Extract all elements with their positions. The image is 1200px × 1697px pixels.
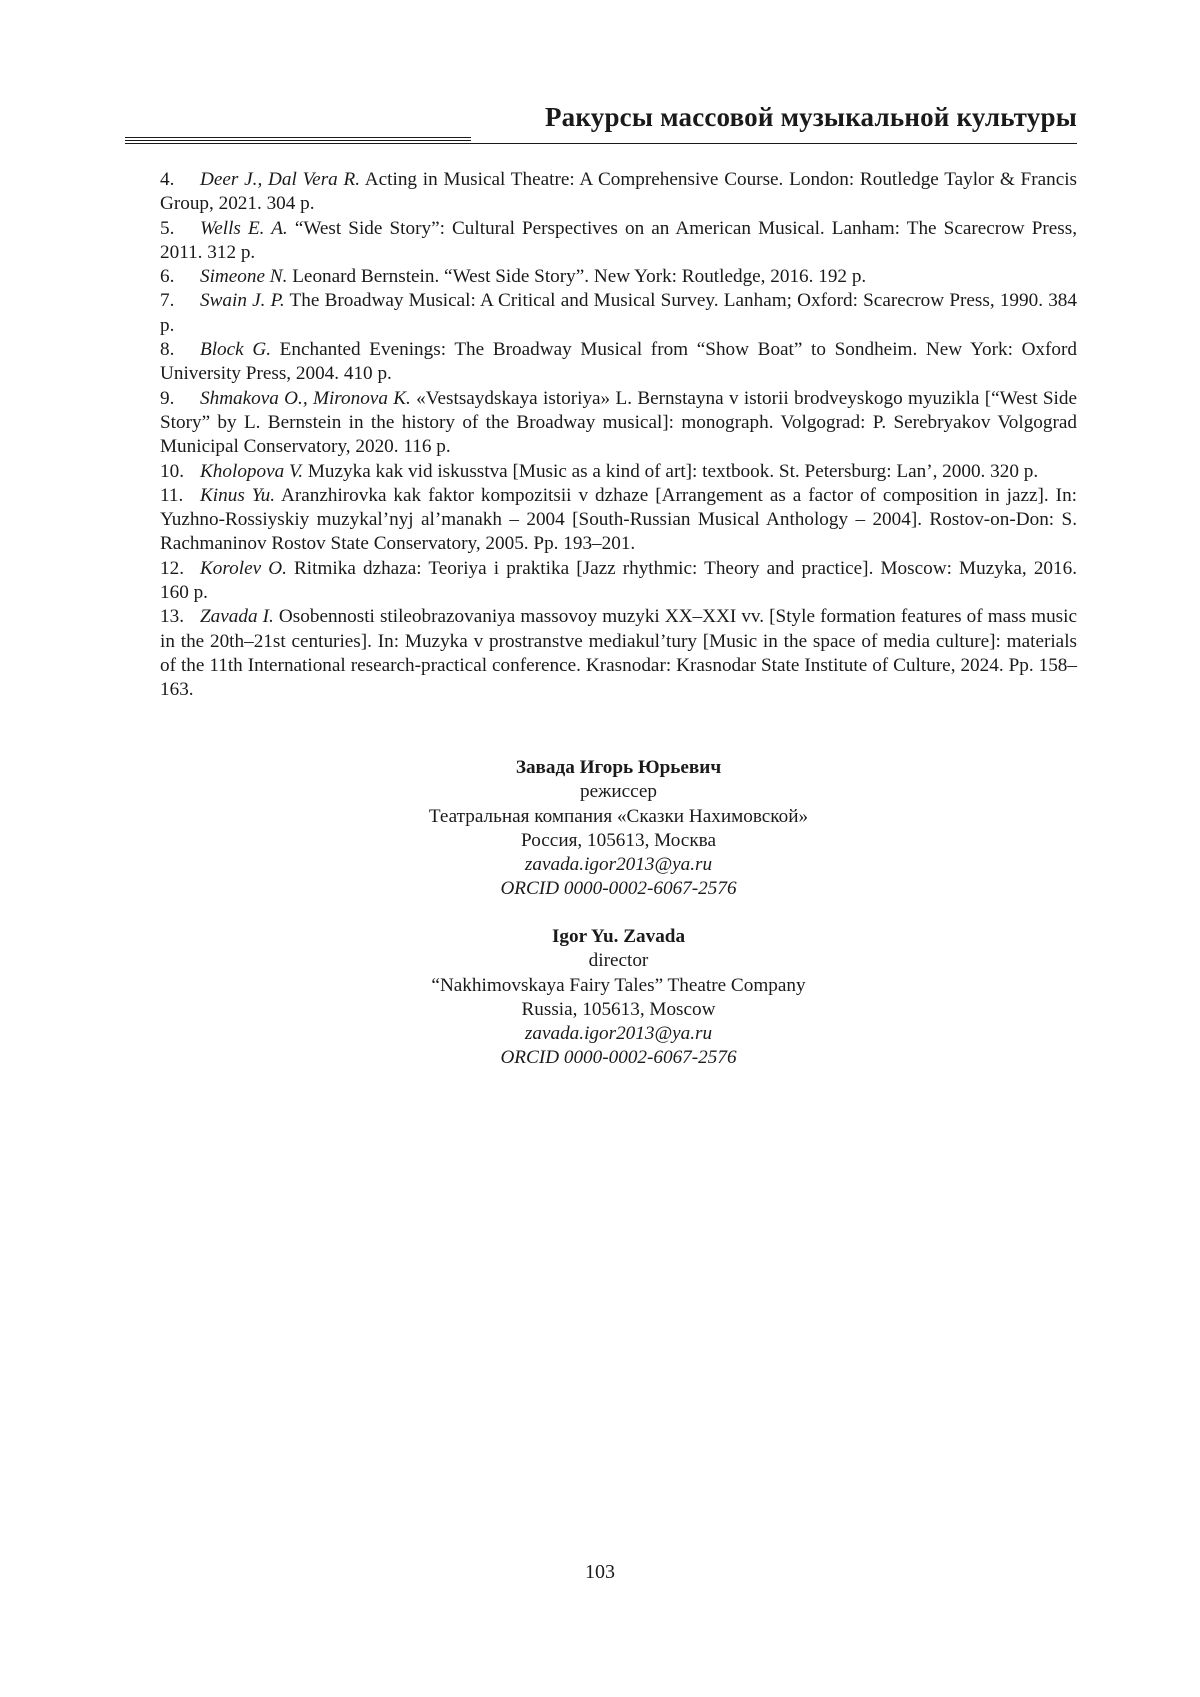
- reference-text: Leonard Bernstein. “West Side Story”. New York: Routledge, 2016. 192 p.: [287, 266, 867, 288]
- author-address-en: Russia, 105613, Moscow: [521, 998, 716, 1020]
- reference-number: 10.: [160, 460, 184, 482]
- page-number: 103: [585, 1561, 615, 1583]
- author-organization-ru: Театральная компания «Сказки Нахимовской»: [428, 805, 809, 827]
- author-email-ru: zavada.igor2013@ya.ru: [524, 854, 713, 876]
- reference-text: The Broadway Musical: A Critical and Musical Survey. Lanham; Oxford: Scarecrow Press, 1990. 384 p.: [160, 290, 1077, 336]
- header-rule-accent-2: [125, 140, 471, 141]
- reference-author: Wells E. A.: [200, 217, 288, 239]
- reference-text: “West Side Story”: Cultural Perspectives on an American Musical. Lanham: The Scarecrow Press, 2011. 312 p.: [160, 217, 1078, 263]
- reference-number: 5.: [160, 217, 175, 239]
- reference-author: Kholopova V.: [200, 460, 304, 482]
- reference-text: Aranzhirovka kak faktor kompozitsii v dzhaze [Arrangement as a factor of composition in jazz]. In: Yuzhno-Rossiyskiy muzykal’nyj al’manakh – 2004 [South-Russian Musical Anthology – 2004]. Rostov-on-Don: S. Rachmaninov Rostov State Conservatory, 2005. Pp. 193–201.: [160, 484, 1077, 555]
- reference-text: Acting in Musical Theatre: A Comprehensive Course. London: Routledge Taylor & Francis Group, 2021. 304 p.: [160, 169, 1078, 215]
- header-rule-accent-1: [125, 137, 471, 138]
- reference-text: Enchanted Evenings: The Broadway Musical from “Show Boat” to Sondheim. New York: Oxford University Press, 2004. 410 p.: [160, 339, 1077, 385]
- author-orcid-en: ORCID 0000-0002-6067-2576: [500, 1047, 737, 1069]
- reference-item: [160, 557, 1077, 606]
- reference-item: [160, 605, 1077, 702]
- reference-number: 4.: [160, 169, 175, 190]
- reference-number: 6.: [160, 266, 175, 288]
- running-header-title: Ракурсы массовой музыкальной культуры: [544, 102, 1077, 132]
- reference-list: [160, 168, 1077, 703]
- author-orcid-ru: ORCID 0000-0002-6067-2576: [500, 878, 737, 900]
- author-position-ru: режиссер: [579, 781, 657, 803]
- reference-author: Zavada I.: [200, 606, 274, 628]
- reference-item: [160, 387, 1077, 460]
- reference-item: [160, 460, 1077, 484]
- reference-text: Osobennosti stileobrazovaniya massovoy muzyki XX–XXI vv. [Style formation features of mass music in the 20th–21st centuries]. In: Muzyka v prostranstve mediakul’tury [Music in the space of media culture]: materials of the 11th International research-practical conference. Krasnodar: Krasnodar State Institute of Culture, 2024. Pp. 158–163.: [160, 606, 1078, 701]
- reference-author: Block G.: [200, 339, 271, 361]
- reference-author: Shmakova O., Mironova K.: [200, 387, 411, 409]
- reference-author: Swain J. P.: [200, 290, 285, 312]
- reference-author: Kinus Yu.: [200, 484, 276, 506]
- author-info-ru: [160, 756, 1077, 902]
- reference-author: Korolev O.: [200, 557, 287, 579]
- author-email-en: zavada.igor2013@ya.ru: [524, 1023, 713, 1045]
- reference-author: Simeone N.: [200, 266, 288, 288]
- author-organization-en: “Nakhimovskaya Fairy Tales” Theatre Company: [431, 974, 806, 996]
- reference-item: [160, 484, 1077, 557]
- author-info-en: [160, 925, 1077, 1071]
- author-name-ru: Завада Игорь Юрьевич: [515, 757, 722, 778]
- reference-number: 13.: [160, 606, 184, 628]
- reference-item: [160, 265, 1077, 289]
- reference-number: 11.: [160, 484, 184, 506]
- reference-number: 9.: [160, 387, 175, 409]
- reference-number: 12.: [160, 557, 184, 579]
- reference-item: [160, 338, 1077, 387]
- reference-item: [160, 168, 1077, 217]
- reference-item: [160, 289, 1077, 338]
- reference-number: 7.: [160, 290, 175, 312]
- running-header: [125, 100, 1077, 150]
- author-address-ru: Россия, 105613, Москва: [521, 829, 716, 851]
- reference-author: Deer J., Dal Vera R.: [200, 169, 361, 190]
- reference-number: 8.: [160, 339, 175, 361]
- reference-text: Muzyka kak vid iskusstva [Music as a kind of art]: textbook. St. Petersburg: Lan’, 2000. 320 p.: [303, 460, 1039, 482]
- author-position-en: director: [588, 950, 649, 972]
- reference-text: Ritmika dzhaza: Teoriya i praktika [Jazz rhythmic: Theory and practice]. Moscow: Muzyka, 2016. 160 p.: [160, 557, 1077, 604]
- reference-item: [160, 217, 1077, 266]
- author-name-en: Igor Yu. Zavada: [551, 926, 686, 947]
- header-rule: [125, 143, 1077, 144]
- reference-text: «Vestsaydskaya istoriya» L. Bernstayna v istorii brodveyskogo myuzikla [“West Side Story” by L. Bernstein in the history of the Broadway musical]: monograph. Volgograd: P. Serebryakov Volgograd Municipal Conservatory, 2020. 116 p.: [160, 387, 1077, 458]
